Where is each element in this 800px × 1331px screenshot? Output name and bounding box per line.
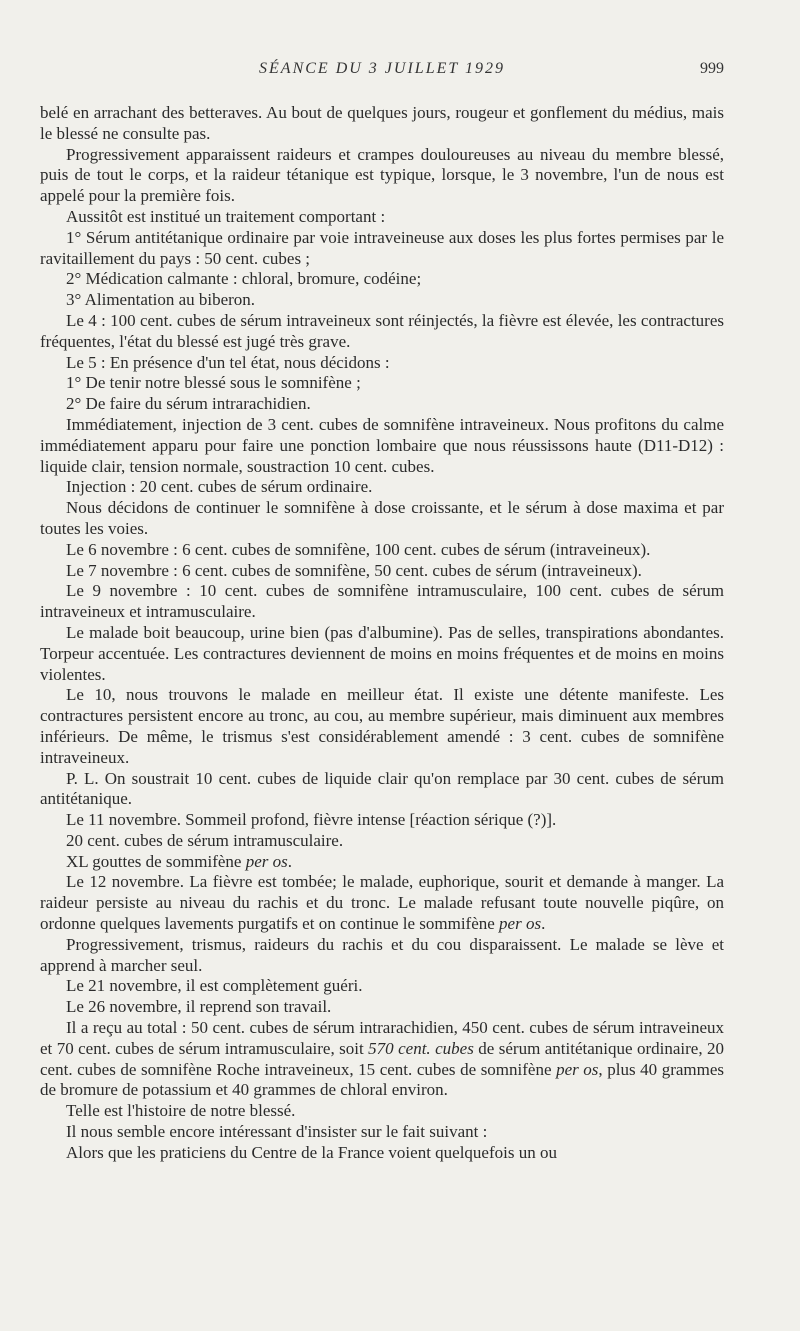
italic-text: per os [499,914,542,934]
paragraph: Le 5 : En présence d'un tel état, nous décidons : [66,352,390,372]
paragraph: Il nous semble encore intéressant d'insister sur le fait suivant : [66,1122,488,1142]
italic-text: 570 cent. cubes [368,1038,474,1058]
paragraph: Progressivement, trismus, raideurs du rachis et du cou disparaissent. Le malade se lève et apprend à marcher seul. [40,934,724,975]
paragraph: belé en arrachant des betteraves. Au bout de quelques jours, rougeur et gonflement du médius, mais le blessé ne consulte pas. [40,103,724,143]
text-run: . [541,914,546,934]
text-run: Le 12 novembre. La fièvre est tombée; le malade, euphorique, sourit et demande à manger. La raideur persiste au niveau du rachis et du tronc. Le malade refusant toute nouvelle piqûre, on ordonne quelques lavements purgatifs et on continue le sommifène [40,872,724,934]
paragraph [40,852,724,873]
paragraph: Le 21 novembre, il est complètement guéri. [66,976,363,996]
paragraph: Le 26 novembre, il reprend son travail. [66,997,332,1017]
paragraph: 2° De faire du sérum intrarachidien. [66,394,311,414]
text-run: Il a reçu au total : 50 cent. cubes de sérum intrarachidien, 450 cent. cubes de sérum intraveineux et 70 cent. cubes de sérum intramusculaire, soit [40,1018,724,1058]
body-text [40,103,724,1164]
italic-text: per os [556,1059,599,1079]
paragraph: Nous décidons de continuer le somnifène à dose croissante, et le sérum à dose maxima et par toutes les voies. [40,498,724,538]
paragraph: Le malade boit beaucoup, urine bien (pas d'albumine). Pas de selles, transpirations abondantes. Torpeur accentuée. Les contractures deviennent de moins en moins fréquentes et de moins en moins violentes. [40,622,724,684]
text-run: XL gouttes de sommifène [66,851,246,871]
paragraph: 20 cent. cubes de sérum intramusculaire. [66,830,344,850]
paragraph: Immédiatement, injection de 3 cent. cubes de somnifène intraveineux. Nous profitons du calme immédiatement apparu pour faire une ponction lombaire que nous réussissons haute (D11-D12) : liquide clair, tension normale, soustraction 10 cent. cubes. [40,414,724,476]
paragraph: Aussitôt est institué un traitement comportant : [66,206,386,226]
paragraph: Le 4 : 100 cent. cubes de sérum intraveineux sont réinjectés, la fièvre est élevée, les contractures fréquentes, l'état du blessé est jugé très grave. [40,310,724,351]
text-run: . [287,851,293,871]
paragraph: Le 6 novembre : 6 cent. cubes de somnifène, 100 cent. cubes de sérum (intraveineux). [66,539,651,559]
paragraph [40,1018,724,1101]
running-head: SÉANCE DU 3 JUILLET 1929 [259,60,505,77]
paragraph: P. L. On soustrait 10 cent. cubes de liquide clair qu'on remplace par 30 cent. cubes de sérum antitétanique. [40,768,724,809]
paragraph: Progressivement apparaissent raideurs et crampes douloureuses au niveau du membre blessé, puis de tout le corps, et la raideur tétanique est typique, lorsque, le 3 novembre, l'un de nous est appelé pour la première fois. [40,144,724,206]
page-header [40,60,724,82]
paragraph: Telle est l'histoire de notre blessé. [66,1101,296,1121]
page-number: 999 [700,60,724,77]
paragraph: Le 9 novembre : 10 cent. cubes de somnifène intramusculaire, 100 cent. cubes de sérum intraveineux et intramusculaire. [40,581,724,622]
paragraph: 1° De tenir notre blessé sous le somnifène ; [66,373,361,393]
paragraph: 2° Médication calmante : chloral, bromure, codéine; [66,269,422,289]
paragraph: 1° Sérum antitétanique ordinaire par voie intraveineuse aux doses les plus fortes permises par le ravitaillement du pays : 50 cent. cubes ; [40,227,724,268]
paragraph: Le 10, nous trouvons le malade en meilleur état. Il existe une détente manifeste. Les contractures persistent encore au tronc, au cou, au membre supérieur, mais diminuent aux membres inférieurs. De même, le trismus s'est considérablement amendé : 3 cent. cubes de somnifène intraveineux. [40,685,724,767]
italic-text: per os [245,851,288,871]
paragraph [40,872,724,934]
paragraph: Le 7 novembre : 6 cent. cubes de somnifène, 50 cent. cubes de sérum (intraveineux). [66,560,642,580]
paragraph: 3° Alimentation au biberon. [66,290,256,310]
paragraph: Injection : 20 cent. cubes de sérum ordinaire. [66,477,373,497]
text-run: de sérum antitétanique ordinaire, 20 cent. cubes de somnifène Roche intraveineux, 15 cent. cubes de somnifène [40,1038,725,1079]
text-run: , plus 40 grammes de bromure de potassium et 40 grammes de chloral environ. [40,1059,725,1100]
paragraph: Alors que les praticiens du Centre de la France voient quelquefois un ou [66,1142,557,1162]
paragraph: Le 11 novembre. Sommeil profond, fièvre intense [réaction sérique (?)]. [66,810,557,830]
